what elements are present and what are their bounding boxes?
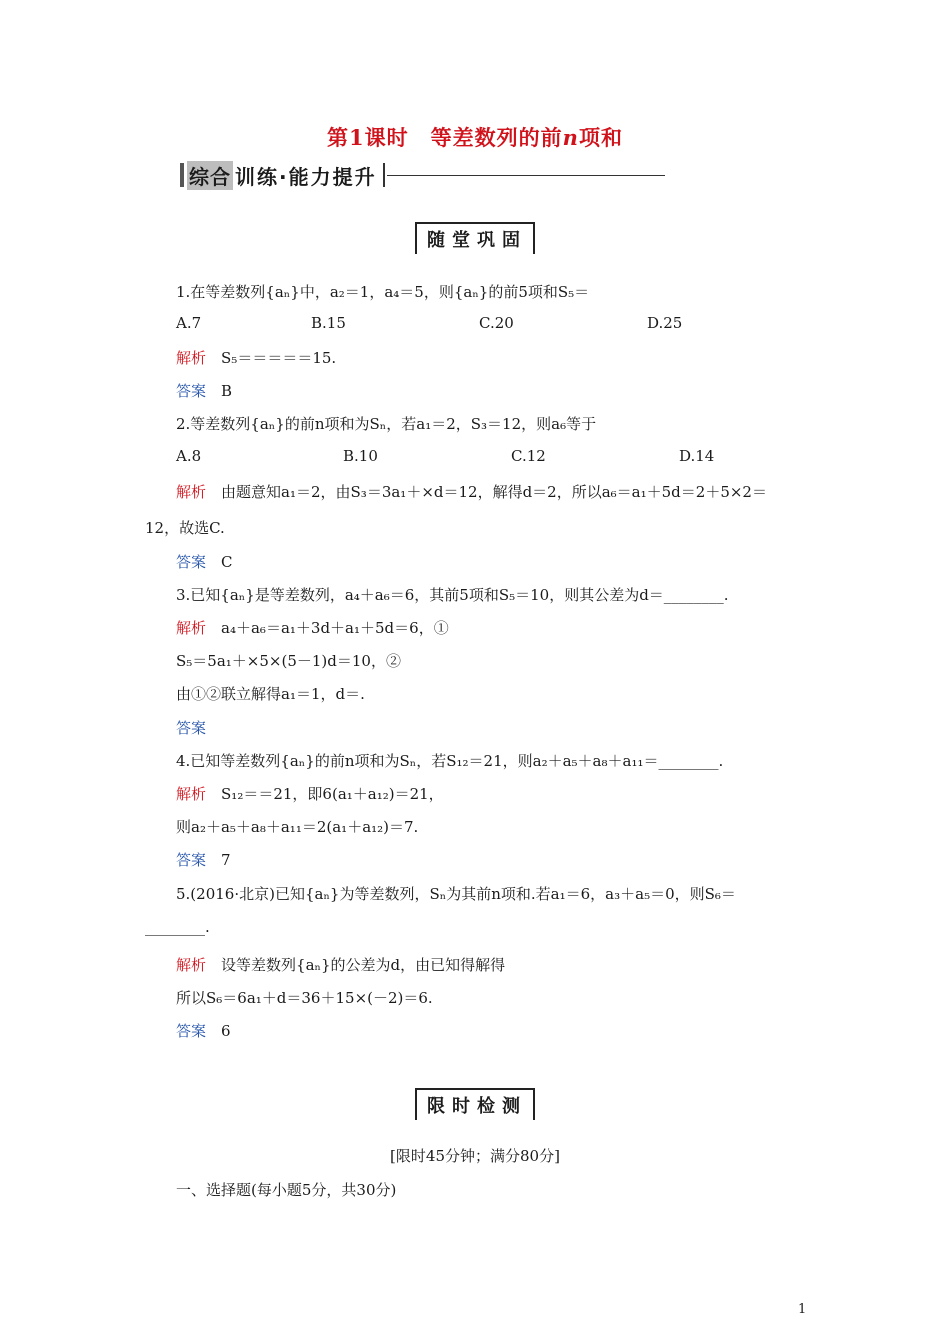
section-heading-1: 随堂巩固 xyxy=(0,222,950,254)
banner-highlight: 综合 xyxy=(187,161,233,190)
q2-analysis-cont: 12，故选C. xyxy=(145,519,225,537)
q5-answer: 答案 6 xyxy=(176,1022,231,1040)
q2-option-b: B.10 xyxy=(343,447,378,465)
q1-answer: 答案 B xyxy=(176,382,233,400)
q3-answer: 答案 xyxy=(176,719,207,737)
q4-stem: 4.已知等差数列{aₙ}的前n项和为Sₙ，若S₁₂＝21，则a₂＋a₅＋a₈＋a₁₁＝________. xyxy=(176,752,724,770)
q5-analysis-line2: 所以S₆＝6a₁＋d＝36＋15×(－2)＝6. xyxy=(176,989,433,1007)
q2-stem: 2.等差数列{aₙ}的前n项和为Sₙ，若a₁＝2，S₃＝12，则a₆等于 xyxy=(176,415,597,433)
q2-option-c: C.12 xyxy=(511,447,546,465)
page-title: 第1课时 等差数列的前n项和 xyxy=(327,125,623,150)
q2-analysis: 解析 由题意知a₁＝2，由S₃＝3a₁＋×d＝12，解得d＝2，所以a₆＝a₁＋5d＝2＋5×2＝ xyxy=(176,483,767,501)
q4-answer: 答案 7 xyxy=(176,851,231,869)
banner-bar xyxy=(180,163,184,187)
q3-analysis: 解析 a₄＋a₆＝a₁＋3d＋a₁＋5d＝6，① xyxy=(176,619,449,637)
part-heading: 一、选择题(每小题5分，共30分) xyxy=(176,1181,397,1199)
q4-analysis: 解析 S₁₂＝＝21，即6(a₁＋a₁₂)＝21， xyxy=(176,785,444,803)
time-limit: [限时45分钟；满分80分] xyxy=(390,1147,560,1165)
q1-option-d: D.25 xyxy=(647,314,683,332)
q5-analysis: 解析 设等差数列{aₙ}的公差为d，由已知得解得 xyxy=(176,956,506,974)
banner-divider xyxy=(383,163,385,187)
q2-answer: 答案 C xyxy=(176,553,233,571)
q3-stem: 3.已知{aₙ}是等差数列，a₄＋a₆＝6，其前5项和S₅＝10，则其公差为d＝________. xyxy=(176,586,729,604)
q1-option-c: C.20 xyxy=(479,314,514,332)
q1-stem: 1.在等差数列{aₙ}中，a₂＝1，a₄＝5，则{aₙ}的前5项和S₅＝ xyxy=(176,283,590,301)
section-banner xyxy=(180,162,665,188)
page-number: 1 xyxy=(798,1302,807,1317)
q4-analysis-line2: 则a₂＋a₅＋a₈＋a₁₁＝2(a₁＋a₁₂)＝7. xyxy=(176,818,419,836)
q5-stem: 5.(2016·北京)已知{aₙ}为等差数列，Sₙ为其前n项和.若a₁＝6，a₃＋a₅＝0，则S₆＝ xyxy=(176,885,736,903)
q2-option-d: D.14 xyxy=(679,447,715,465)
banner-text: 训练·能力提升 xyxy=(235,164,377,189)
q3-analysis-line3: 由①②联立解得a₁＝1，d＝. xyxy=(176,685,365,703)
section-heading-2: 限时检测 xyxy=(0,1088,950,1120)
q1-analysis: 解析 S₅＝＝＝＝＝15. xyxy=(176,349,337,367)
q3-analysis-line2: S₅＝5a₁＋×5×(5－1)d＝10，② xyxy=(176,652,401,670)
q5-stem-cont: ________. xyxy=(145,918,210,936)
q1-option-b: B.15 xyxy=(311,314,346,332)
q1-option-a: A.7 xyxy=(176,314,202,332)
banner-rule xyxy=(387,175,665,176)
q2-option-a: A.8 xyxy=(176,447,202,465)
